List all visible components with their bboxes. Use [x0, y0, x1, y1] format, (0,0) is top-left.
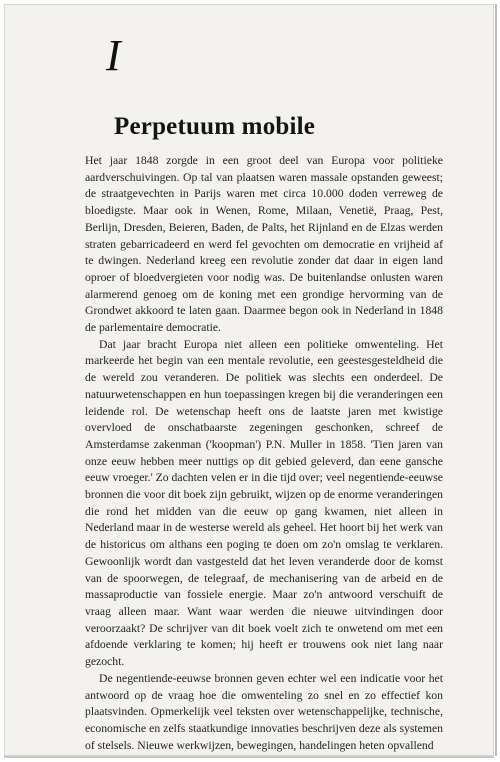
page-edge-shadow	[495, 4, 497, 756]
chapter-number: I	[106, 31, 121, 80]
chapter-title: Perpetuum mobile	[114, 113, 316, 140]
paragraph-2: Dat jaar bracht Europa niet alleen een politieke omwenteling. Het markeerde het begin van een mentale revolutie, een geestesgesteldheid die de wereld zou veranderen. De politiek was slechts een onderdeel. De natuurwetenschappen en hun toepassingen kregen bij die veranderingen een leidende rol. De wetenschap heeft ons de laatste jaren met kwistige overvloed de onschatbaarste zegeningen geschonken, schreef de Amsterdamse zakenman ('koopman') P.N. Muller in 1858. 'Tien jaren van onze eeuw hebben meer nuttigs op dit gebied geleverd, dan eene gansche eeuw vroeger.' Zo dachten velen er in die tijd over; veel negentiende-eeuwse bronnen die voor dit boek zijn gebruikt, wijzen op de enorme veranderingen die rond het midden van die eeuw op gang kwamen, niet alleen in Nederland maar in de westerse wereld als geheel. Het hoort bij het werk van de historicus om althans een poging te doen om zo'n omslag te verklaren. Gewoonlijk wordt dan vastgesteld dat het leven veranderde door de komst van de spoorwegen, de telegraaf, de mechanisering van de arbeid en de massaproductie van fossiele energie. Maar zo'n antwoord verschuift de vraag alleen maar. Want waar werden die nieuwe uitvindingen door veroorzaakt? De schrijver van dit boek voelt zich te onwetend om met een afdoende verklaring te komen; hij heeft er trouwens ook niet lang naar gezocht.	[85, 337, 443, 669]
paragraph-1: Het jaar 1848 zorgde in een groot deel van Europa voor politieke aardverschuivingen. Op tal van plaatsen waren massale opstanden geweest; de straatgevechten in Parijs waren met circa 10.000 doden verreweg de bloedigste. Maar ook in Wenen, Rome, Milaan, Venetië, Praag, Pest, Berlijn, Dresden, Beieren, Baden, de Palts, het Rijnland en de Elzas werden straten gebarricadeerd en werd fel gevochten om democratie en vrijheid af te dwingen. Nederland kreeg een revolutie zonder dat daar in eigen land oproer of bloedvergieten voor nodig was. De buitenlandse onlusten waren alarmerend genoeg om de koning met een grondige hervorming van de Grondwet akkoord te laten gaan. Daarmee begon ook in Nederland in 1848 de parlementaire democratie.	[85, 154, 443, 335]
page-bottom-edge	[4, 756, 494, 758]
paragraph-3: De negentiende-eeuwse bronnen geven echter wel een indicatie voor het antwoord op de vraag hoe die omwenteling zo snel en zo effectief kon plaatsvinden. Opmerkelijk veel teksten over wetenschappelijke, technische, economische en zelfs staatkundige innovaties beschrijven deze als systemen of stelsels. Nieuwe werkwijzen, bewegingen, handelingen heten opvallend	[85, 671, 443, 752]
chapter-body	[85, 153, 443, 754]
